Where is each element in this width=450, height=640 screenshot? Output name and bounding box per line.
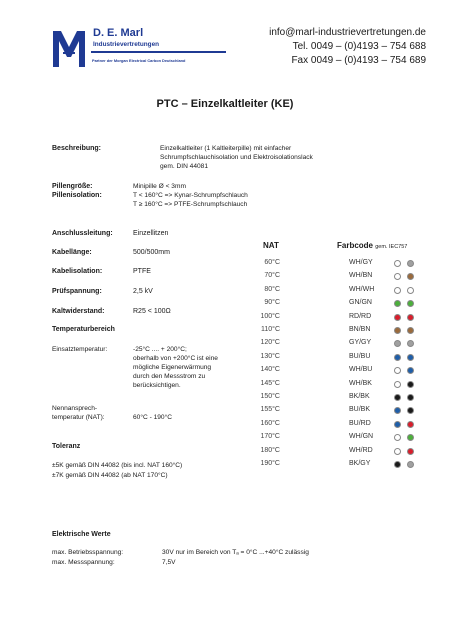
temp-range-heading: Temperaturbereich xyxy=(52,326,115,333)
color-dot-2 xyxy=(407,394,414,401)
max-operating-voltage-value: 30V nur im Bereich von Tₐ = 0°C ...+40°C zulässig xyxy=(162,549,309,556)
nat-temp-cell: 60°C xyxy=(264,259,280,266)
color-dot-2 xyxy=(407,273,414,280)
color-code-header xyxy=(337,241,407,250)
description-label: Beschreibung: xyxy=(52,145,102,152)
color-code-cell: WH/BK xyxy=(349,379,372,387)
color-code-cell: BN/BN xyxy=(349,326,371,333)
color-dot-2 xyxy=(407,381,414,388)
usage-temp-line: berücksichtigen. xyxy=(133,382,181,389)
pill-size-label: Pillengröße: xyxy=(52,183,93,190)
color-dot-1 xyxy=(394,381,401,388)
company-subtitle: Industrievertretungen xyxy=(93,41,160,48)
color-dot-1 xyxy=(394,287,401,294)
color-dot-1 xyxy=(394,421,401,428)
color-dot-1 xyxy=(394,327,401,334)
partner-text: Partner der Morgan Electrical Carbon Deutschland xyxy=(92,58,186,63)
pill-insulation-label: Pillenisolation: xyxy=(52,192,102,199)
color-dot-1 xyxy=(394,461,401,468)
usage-temp-line: oberhalb von +200°C ist eine xyxy=(133,355,218,362)
color-code-cell: BK/BK xyxy=(349,393,370,400)
contact-phone: Tel. 0049 – (0)4193 – 754 688 xyxy=(292,41,426,52)
nat-label: temperatur (NAT): xyxy=(52,414,105,421)
color-code-cell: WH/WH xyxy=(349,285,375,293)
color-dot-2 xyxy=(407,314,414,321)
nat-temp-cell: 120°C xyxy=(260,339,280,347)
color-dot-1 xyxy=(394,273,401,280)
usage-temp-line: -25°C .... + 200°C; xyxy=(133,346,187,353)
spec-value: PTFE xyxy=(133,268,151,275)
color-code-cell: BU/BK xyxy=(349,406,371,414)
color-dot-1 xyxy=(394,260,401,267)
spec-value: 500/500mm xyxy=(133,249,170,256)
nat-value: 60°C - 190°C xyxy=(133,414,172,421)
color-code-cell: WH/BN xyxy=(349,272,373,280)
spec-label: Prüfspannung: xyxy=(52,288,102,295)
company-logo xyxy=(51,29,87,69)
color-dot-2 xyxy=(407,340,414,347)
electrical-heading: Elektrische Werte xyxy=(52,531,111,538)
tolerance-line: ±5K gemäß DIN 44082 (bis incl. NAT 160°C) xyxy=(52,462,183,469)
logo-divider xyxy=(91,51,226,53)
description-line: gem. DIN 44081 xyxy=(160,163,209,170)
color-code-cell: WH/GY xyxy=(349,259,373,266)
color-dot-2 xyxy=(407,367,414,374)
color-dot-2 xyxy=(407,421,414,428)
color-code-cell: WH/BU xyxy=(349,366,373,374)
color-dot-1 xyxy=(394,434,401,441)
color-dot-1 xyxy=(394,367,401,374)
nat-temp-cell: 145°C xyxy=(260,379,280,387)
color-dot-2 xyxy=(407,448,414,455)
nat-label: Nennansprech- xyxy=(52,405,98,412)
nat-temp-cell: 190°C xyxy=(260,460,280,467)
color-code-cell: WH/GN xyxy=(349,433,374,441)
spec-label: Kaltwiderstand: xyxy=(52,308,105,315)
spec-value: R25 < 100Ω xyxy=(133,308,171,315)
color-code-cell: BU/BU xyxy=(349,352,371,360)
color-dot-2 xyxy=(407,260,414,267)
nat-temp-cell: 80°C xyxy=(264,285,280,293)
color-code-cell: GN/GN xyxy=(349,299,372,307)
color-code-header-label: Farbcode xyxy=(337,241,374,250)
description-line: Einzelkaltleiter (1 Kaltleiterpille) mit einfacher xyxy=(160,145,292,152)
contact-fax: Fax 0049 – (0)4193 – 754 689 xyxy=(291,55,426,66)
page-title: PTC – Einzelkaltleiter (KE) xyxy=(156,98,294,110)
color-code-header-sub: gem. IEC757 xyxy=(375,244,408,250)
pill-insulation-line: T ≥ 160°C => PTFE-Schrumpfschlauch xyxy=(133,201,248,208)
nat-temp-cell: 170°C xyxy=(260,433,280,441)
max-measuring-voltage-value: 7,5V xyxy=(162,559,176,566)
color-dot-1 xyxy=(394,354,401,361)
nat-temp-cell: 70°C xyxy=(264,272,280,280)
nat-temp-cell: 100°C xyxy=(260,312,280,320)
usage-temp-line: durch den Messstrom zu xyxy=(133,373,206,380)
nat-temp-cell: 130°C xyxy=(260,352,280,360)
description-line: Schrumpfschlauchisolation und Elektroisolationslack xyxy=(160,154,313,161)
usage-temp-line: mögliche Eigenerwärmung xyxy=(133,364,212,371)
nat-temp-cell: 155°C xyxy=(260,406,280,414)
tolerance-line: ±7K gemäß DIN 44082 (ab NAT 170°C) xyxy=(52,472,168,479)
spec-value: 2,5 kV xyxy=(133,288,153,295)
color-dot-2 xyxy=(407,407,414,414)
spec-value: Einzellitzen xyxy=(133,230,169,237)
spec-label: Kabelisolation: xyxy=(52,268,103,275)
usage-temp-label: Einsatztemperatur: xyxy=(52,346,108,353)
color-dot-1 xyxy=(394,314,401,321)
max-measuring-voltage-label: max. Messspannung: xyxy=(52,559,115,566)
color-code-cell: RD/RD xyxy=(349,312,372,320)
nat-temp-cell: 90°C xyxy=(264,299,280,307)
color-dot-1 xyxy=(394,340,401,347)
color-dot-2 xyxy=(407,287,414,294)
nat-column-header: NAT xyxy=(263,241,279,250)
color-code-cell: BU/RD xyxy=(349,419,371,427)
color-dot-1 xyxy=(394,394,401,401)
color-dot-2 xyxy=(407,300,414,307)
tolerance-heading: Toleranz xyxy=(52,443,81,450)
contact-email[interactable]: info@marl-industrievertretungen.de xyxy=(269,27,426,38)
company-name: D. E. Marl xyxy=(93,27,144,39)
nat-temp-cell: 180°C xyxy=(260,446,280,454)
pill-size-value: Minipille Ø < 3mm xyxy=(133,183,186,190)
color-dot-1 xyxy=(394,407,401,414)
color-code-cell: WH/RD xyxy=(349,446,373,454)
color-dot-2 xyxy=(407,354,414,361)
pill-insulation-line: T < 160°C => Kynar-Schrumpfschlauch xyxy=(133,192,248,199)
color-code-cell: GY/GY xyxy=(349,339,372,347)
nat-temp-cell: 150°C xyxy=(260,393,280,400)
color-dot-2 xyxy=(407,434,414,441)
spec-label: Anschlussleitung: xyxy=(52,230,113,237)
max-operating-voltage-label: max. Betriebsspannung: xyxy=(52,549,124,556)
color-code-cell: BK/GY xyxy=(349,460,371,467)
color-dot-2 xyxy=(407,327,414,334)
nat-temp-cell: 160°C xyxy=(260,419,280,427)
nat-temp-cell: 110°C xyxy=(260,326,280,333)
color-dot-1 xyxy=(394,300,401,307)
nat-temp-cell: 140°C xyxy=(260,366,280,374)
spec-label: Kabellänge: xyxy=(52,249,92,256)
color-dot-2 xyxy=(407,461,414,468)
color-dot-1 xyxy=(394,448,401,455)
